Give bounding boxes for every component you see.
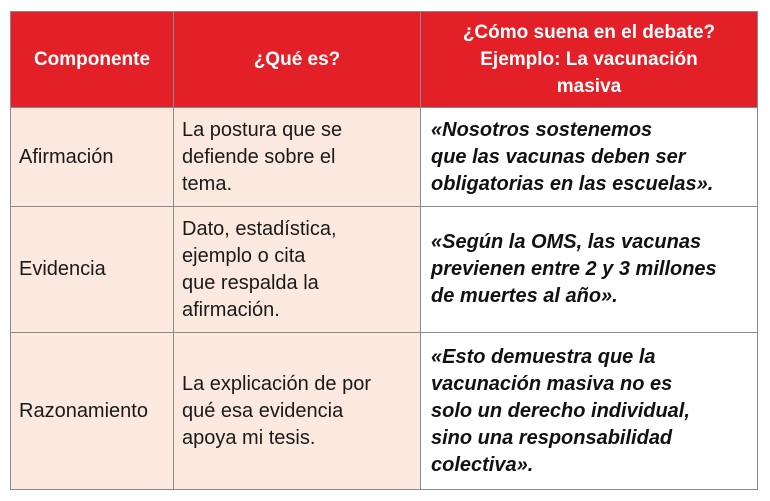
table-header-row <box>11 12 758 108</box>
description-cell: La postura que se defiende sobre el tema. <box>174 108 421 207</box>
description-cell: Dato, estadística, ejemplo o cita que respalda la afirmación. <box>174 207 421 333</box>
component-cell: Evidencia <box>11 207 174 333</box>
header-que-es: ¿Qué es? <box>174 12 421 108</box>
table-row <box>11 108 758 207</box>
component-cell: Afirmación <box>11 108 174 207</box>
example-cell: «Según la OMS, las vacunas previenen entre 2 y 3 millones de muertes al año». <box>421 207 758 333</box>
table-row <box>11 207 758 333</box>
header-como-suena: ¿Cómo suena en el debate? Ejemplo: La vacunación masiva <box>421 12 758 108</box>
example-cell: «Nosotros sostenemos que las vacunas deben ser obligatorias en las escuelas». <box>421 108 758 207</box>
argument-components-table <box>10 11 758 490</box>
table-row <box>11 333 758 490</box>
component-cell: Razonamiento <box>11 333 174 490</box>
header-componente: Componente <box>11 12 174 108</box>
description-cell: La explicación de por qué esa evidencia apoya mi tesis. <box>174 333 421 490</box>
example-cell: «Esto demuestra que la vacunación masiva no es solo un derecho individual, sino una responsabilidad colectiva». <box>421 333 758 490</box>
